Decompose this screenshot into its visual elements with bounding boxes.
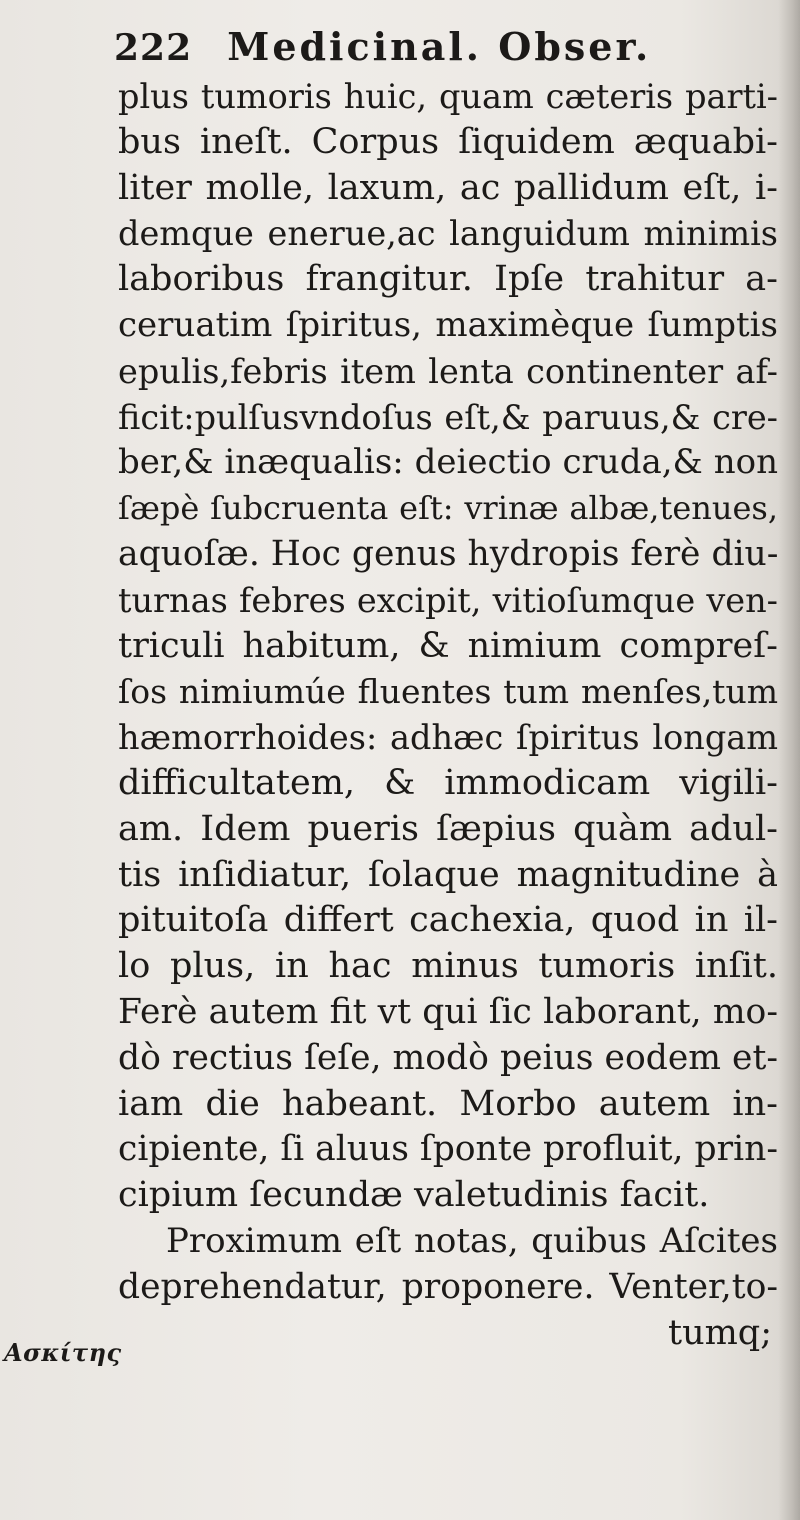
text-line: pituitoſa differt cachexia, quod in il-	[118, 900, 778, 941]
text-line: cipium ſecundæ valetudinis facit.	[118, 1175, 710, 1216]
text-line: liter molle, laxum, ac pallidum eſt, i-	[118, 167, 778, 208]
text-line: laboribus frangitur. Ipſe trahitur a-	[118, 259, 778, 300]
text-line: epulis,febris item lenta continenter af-	[118, 351, 778, 391]
text-line: aquoſæ. Hoc genus hydropis ferè diu-	[118, 533, 779, 574]
text-line: dò rectius ſeſe, modò peius eodem et-	[118, 1037, 778, 1078]
text-line: hæmorrhoides: adhæc ſpiritus longam	[118, 718, 778, 758]
text-line: deprehendatur, proponere. Venter,to-	[118, 1266, 778, 1307]
text-line: plus tumoris huic, quam cæteris parti-	[118, 77, 778, 116]
catchword: tumq;	[668, 1312, 772, 1353]
text-line: iam die habeant. Morbo autem in-	[118, 1083, 778, 1124]
text-line: difficultatem, & immodicam vigili-	[118, 762, 778, 803]
text-line: ſæpè ſubcruenta eſt: vrinæ albæ,tenues,	[118, 489, 778, 528]
text-line: Ferè autem fit vt qui ſic laborant, mo-	[118, 991, 778, 1032]
body-text	[118, 74, 778, 1356]
margin-note: Ασκίτης	[4, 1338, 122, 1367]
text-line: lo plus, in hac minus tumoris inſit.	[118, 946, 778, 987]
text-line: cipiente, ſi aluus ſponte profluit, prin-	[118, 1129, 778, 1170]
text-line: ber,& inæqualis: deiectio cruda,& non	[118, 442, 778, 483]
text-line: tis inſidiatur, ſolaque magnitudine à	[118, 854, 778, 895]
text-line: demque enerue,ac languidum minimis	[118, 214, 778, 254]
page-number: 222	[114, 27, 193, 69]
text-line: turnas febres excipit, vitioſumque ven-	[118, 580, 778, 620]
text-line: ficit:pulſusvndoſus eſt,& paruus,& cre-	[118, 397, 778, 437]
text-line: am. Idem pueris ſæpius quàm adul-	[118, 808, 778, 849]
text-line: triculi habitum, & nimium compreſ-	[118, 625, 778, 666]
text-line: Proximum eſt notas, quibus Aſcites	[166, 1220, 778, 1261]
page-header	[114, 24, 774, 76]
text-line: ſos nimiumúe fluentes tum menſes,tum	[118, 672, 778, 712]
text-line: bus ineſt. Corpus ſiquidem æquabi-	[118, 121, 778, 162]
page-gutter-shadow	[778, 0, 800, 1520]
text-line: ceruatim ſpiritus, maximèque ſumptis	[118, 304, 778, 345]
running-head: Medicinal. Obser.	[227, 24, 652, 69]
